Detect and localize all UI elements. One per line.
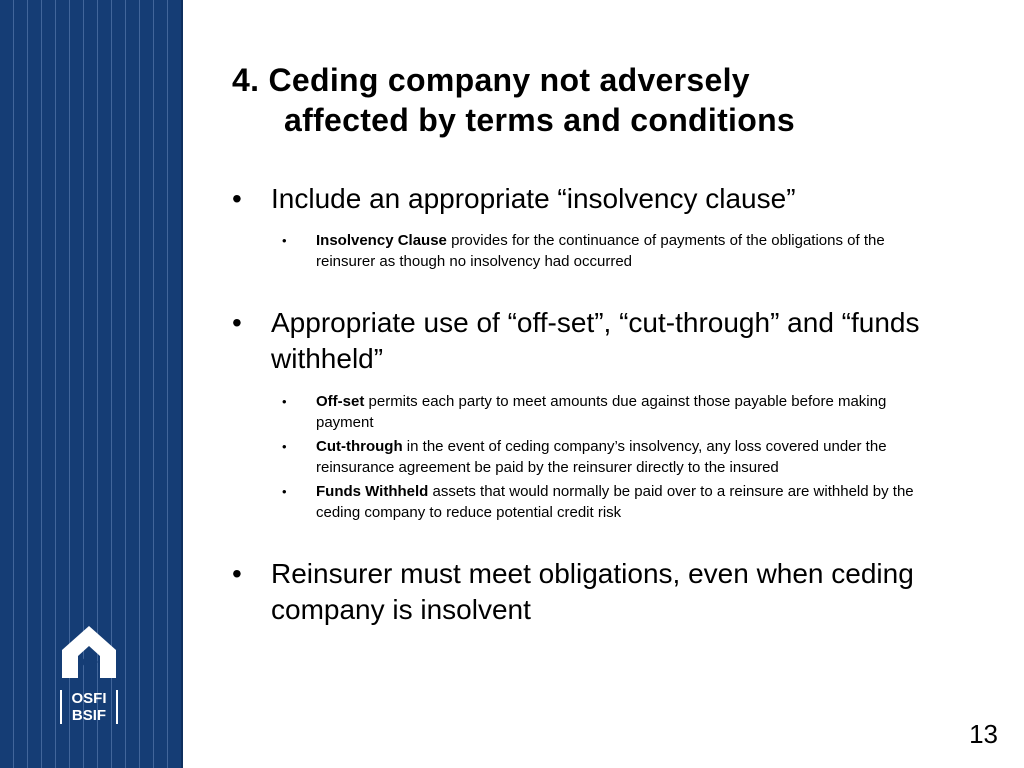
slide-title-line-2: affected by terms and conditions <box>284 102 796 138</box>
bullet-offset-cutthrough <box>232 305 932 377</box>
bullet-reinsurer-obligations <box>232 556 932 628</box>
sub-bullet-term: Funds Withheld <box>316 483 429 500</box>
bullet-dot: • <box>232 558 242 589</box>
slide-title-line-1: 4. Ceding company not adversely <box>232 62 750 98</box>
sub-bullet-insolvency-clause <box>282 230 942 272</box>
logo-line-osfi: OSFI <box>71 690 107 707</box>
sub-bullet-text <box>316 481 942 523</box>
page-number: 13 <box>969 719 998 749</box>
sub-bullet-text <box>316 436 942 478</box>
osfi-emblem-icon <box>60 624 118 680</box>
bullet-insolvency-clause <box>232 181 932 217</box>
slide-title <box>232 60 952 140</box>
sub-bullet-offset <box>282 391 942 433</box>
osfi-logo-text <box>60 690 118 724</box>
sub-bullet-term: Cut-through <box>316 438 403 455</box>
sub-bullet-dot: • <box>282 233 287 248</box>
sub-bullet-desc: provides for the continuance of payments of the obligations of the reinsurer as though no insolvency had occurred <box>316 232 885 270</box>
sub-bullet-cut-through <box>282 436 942 478</box>
bullet-text: Appropriate use of “off-set”, “cut-through” and “funds withheld” <box>271 307 920 374</box>
sub-bullet-text <box>316 230 942 272</box>
sub-bullet-text <box>316 391 942 433</box>
sub-bullet-dot: • <box>282 394 287 409</box>
osfi-logo <box>60 624 120 724</box>
sub-bullet-funds-withheld <box>282 481 942 523</box>
sub-bullet-term: Insolvency Clause <box>316 232 447 249</box>
sub-bullet-desc: assets that would normally be paid over to a reinsure are withheld by the ceding company to reduce potential credit risk <box>316 483 914 521</box>
sub-bullet-term: Off-set <box>316 393 365 410</box>
sub-bullet-desc: in the event of ceding company’s insolvency, any loss covered under the reinsurance agreement be paid by the reinsurer directly to the insured <box>316 438 887 476</box>
sub-bullet-dot: • <box>282 439 287 454</box>
bullet-text: Include an appropriate “insolvency clause” <box>271 183 796 214</box>
sub-bullet-desc: permits each party to meet amounts due against those payable before making payment <box>316 393 887 431</box>
bullet-dot: • <box>232 183 242 214</box>
sidebar-band <box>0 0 183 768</box>
bullet-text: Reinsurer must meet obligations, even when ceding company is insolvent <box>271 558 914 625</box>
sub-bullet-dot: • <box>282 484 287 499</box>
logo-line-bsif: BSIF <box>71 707 107 724</box>
slide-title-block <box>232 60 952 140</box>
bullet-dot: • <box>232 307 242 338</box>
